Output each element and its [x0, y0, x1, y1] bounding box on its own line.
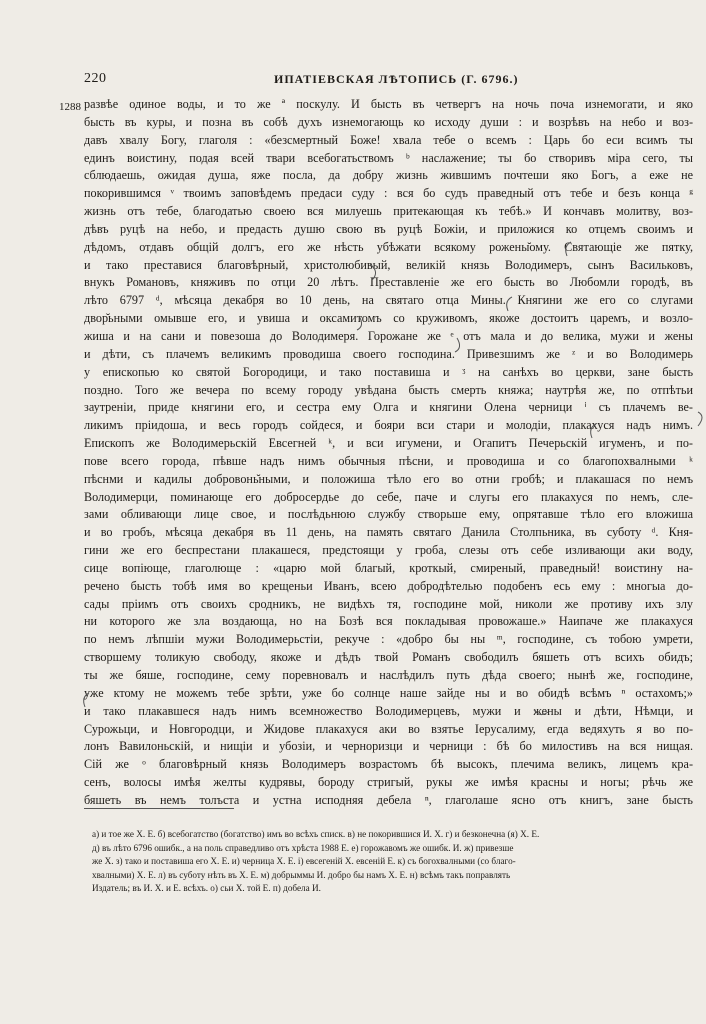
text-line: двор̆ьными омывше его, и увиша и оксамитомъ со круживомъ, якоже достоитъ царемъ, и возло- [84, 311, 693, 326]
text-line: Сурожьци, и Новгородци, и Жидове плакахуся аки во взятье Іерусалиму, егда ведяхуть я во по- [84, 721, 693, 736]
text-line: и тако преставися благовѣрный, христолюбивый, великій князь Володимеръ, сынъ Васильковъ, [84, 257, 693, 272]
text-line: сблюдаешь, ожидая душа, яже посла, да добру жизнь жившимъ почтеши яко Богъ, а еже не [84, 168, 693, 183]
running-title: ИПАТIЕВСКАЯ ЛѢТОПИСЬ (Г. 6796.) [274, 72, 519, 86]
text-line: покорившимся ᵛ твоимъ заповѣдемъ предаси суду : вся бо судъ праведный отъ тебе и безъ конца ᵍ [84, 186, 693, 201]
text-line: бяшеть въ немъ толъста и устна исподняя дебела ⁿ, глаголаше ясно отъ книгъ, зане бысть [84, 792, 693, 807]
text-line: у епископью ко святой Богородици, и тако поставиша и ᶾ на санѣхъ во церкви, зане бысть [84, 364, 693, 379]
text-line: по немъ лѣпшіи мужи Володимерьстіи, рекуче : «добро бы ны ᵐ, господине, съ тобою умрети, [84, 632, 693, 647]
text-line: гини же его беспрестани плакашеся, предстоящи у гроба, слезы отъ себе изливающи аки воду, [84, 543, 693, 558]
text-line: заутреніи, приде княгини его, и сестра ему Олга и княгини Олена черници ⁱ съ плачемъ ве- [84, 400, 693, 415]
page-header [84, 71, 694, 91]
footnote-line: хвалными) Х. Е. л) въ суботу нѣть въ Х. Е. м) добрыммы И. добро бы намъ Х. Е. н) всѣмъ такъ поправлять [92, 869, 511, 880]
text-line: внукъ Романовъ, княживъ по отци 20 лѣтъ. Преставленіе же его бысть во Любомли городѣ, въ [84, 275, 693, 290]
text-line: единъ воистину, подая всей твари всебогатьствомъ ᵇ наслажение; ты бо створивъ міра сего, ты [84, 150, 693, 165]
text-line: сенъ, волосы имѣя желты кудрявы, бороду стригый, рукы же имѣя красны и ногы; рѣчь же [84, 775, 693, 790]
text-line: дѣвъ руцѣ на небо, и предасть душю свою въ руцѣ Божіи, и приложися ко отцемъ своимъ и [84, 221, 693, 236]
footnote-line: Издатель; въ И. Х. и Е. всѣхъ. о) сьи Х. той Е. п) добела И. [92, 883, 321, 894]
text-line: лонъ Вавилоньскій, и нищіи и убозіи, и черноризци и черници : бѣ бо милостивъ на вся нищая. [84, 739, 693, 754]
text-line: речено бысть тобѣ имя во крещеньи Иванъ, всею добродѣтелью подобенъ есь ему : многыа до- [84, 578, 693, 593]
text-line: ликимъ прiидоша, и весь городъ сойдеся, и бояри вси стари и молодіи, плакахуся надъ нимъ. [84, 418, 693, 433]
text-line: сады прiимъ отъ своихъ сродникъ, не видѣхъ тя, господине мой, николи же противу ихъ злу [84, 596, 693, 611]
text-line: развѣе одиное воды, и то же ª поскулу. И бысть въ четвергъ на ночь поча изнемогати, и яко [84, 97, 693, 111]
text-line: лѣто 6797 ᵈ, мѣсяца декабря во 10 день, на святаго отца Мины. Княгини же его со слугами [84, 293, 693, 308]
text-line: створшему толикую свободу, якоже и дѣдъ твой Романъ свободилъ бяшеть отъ всихъ обидъ; [84, 650, 693, 665]
text-line: дѣдомъ, отдавъ общій долгъ, его же нѣсть убѣжати всякому рожены̆ому. Святающіе же пятку, [84, 239, 693, 254]
text-line: и тако плакавшеся надъ нимъ всемножество Володимерцевъ, мужи и жены и дѣти, Нѣмци, и [84, 703, 693, 718]
text-line: жизнь отъ тебе, благодатью своею вся милуешь притекающая къ тебѣ.» И кончавъ молитву, воз- [84, 204, 693, 219]
text-line: зами обливающи лице свое, и послѣдьнюю службу створьше ему, опрятавше тѣло его вложиша [84, 507, 693, 522]
page-number: 220 [84, 71, 107, 86]
text-line: уже ктому не можемъ тебе зрѣти, уже бо солнце наше зайде ны и во обидѣ всѣмъ ⁿ остахомъ;» [84, 685, 693, 700]
text-line: поздно. Того же вечера по всему городу увѣдана бысть смерть княжа; наутрѣя же, по отпѣтьи [84, 382, 693, 397]
text-line: Епископъ же Володимерьскій Евсегней ᵏ, и вси игумени, и Огапитъ Печерьскій игуменъ, и по- [84, 436, 693, 451]
text-line: пѣснми и кадилы добровонь̆ными, и положиша тѣло его во отни гробѣ; и плакашася по немъ [84, 471, 693, 486]
text-line: жиша и на сани и повезоша до Володимеря. Горожане же ᵉ отъ мала и до велика, мужи и жены [84, 328, 693, 343]
text-line: давъ хвалу Богу, глаголя : «безсмертный Боже! хвала тебе о всемъ : Царь бо еси всимъ ты [84, 132, 693, 147]
text-line: сице вопіюще, глаголюще : «царю мой благый, кроткый, смиреный, праведный! воистину на- [84, 560, 693, 575]
text-line: бысть въ куры, и позна въ собѣ духъ изнемогающь ко исходу души : и возрѣвъ на небо и воз- [84, 114, 693, 129]
chronicle-text [84, 96, 693, 810]
footnote-line: а) и тое же Х. Е. б) всебогатство (богатство) имъ во всѣхъ списк. в) не покорившися И. Х. г) и безконечна (я) Х. Е. [92, 829, 540, 839]
footnote-divider [84, 808, 234, 809]
text-line: и дѣти, съ плачемъ великимъ проводиша своего господина. Привезшимъ же ᶻ и во Володимерь [84, 346, 693, 361]
margin-year: 1288 [59, 101, 81, 113]
text-line: и во гробъ, мѣсяца декабря въ 11 день, на память святаго Данила Столпьника, въ суботу ᵈ. Кня- [84, 525, 693, 540]
text-line: Сій же ᵒ благовѣрный князь Володимеръ возрастомъ бѣ высокъ, плечима великъ, лицемъ кра- [84, 757, 693, 772]
footnote-line: д) въ лѣто 6796 ошибк., а на поль справедливо отъ хрѣста 1988 Е. е) горожавомъ же ошибк. И. ж) привезше [92, 842, 514, 853]
footnote-line: же Х. з) тако и поставиша его Х. Е. и) черница Х. Е. і) евсегеній Х. евсеній Е. к) съ богохвалными (со благо- [92, 856, 516, 867]
text-line: ты же бяше, господине, сему поревновалъ и наслѣдилъ путь дѣда своего; нынѣ же, господине, [84, 668, 693, 682]
text-line: Володимерци, поминающе его добросердье до себе, паче и слугы его плакахуся по немъ, сле- [84, 489, 693, 504]
text-line: ни которого же зла воздающа, но на Бозѣ вся покладывая провожаше.» Наипаче же плакахуся [84, 614, 693, 629]
text-line: пове всего города, пѣвше надъ нимъ обычныя пѣсни, и проводиша и со благопохвалными ᵏ [84, 453, 693, 468]
footnotes [92, 828, 692, 896]
